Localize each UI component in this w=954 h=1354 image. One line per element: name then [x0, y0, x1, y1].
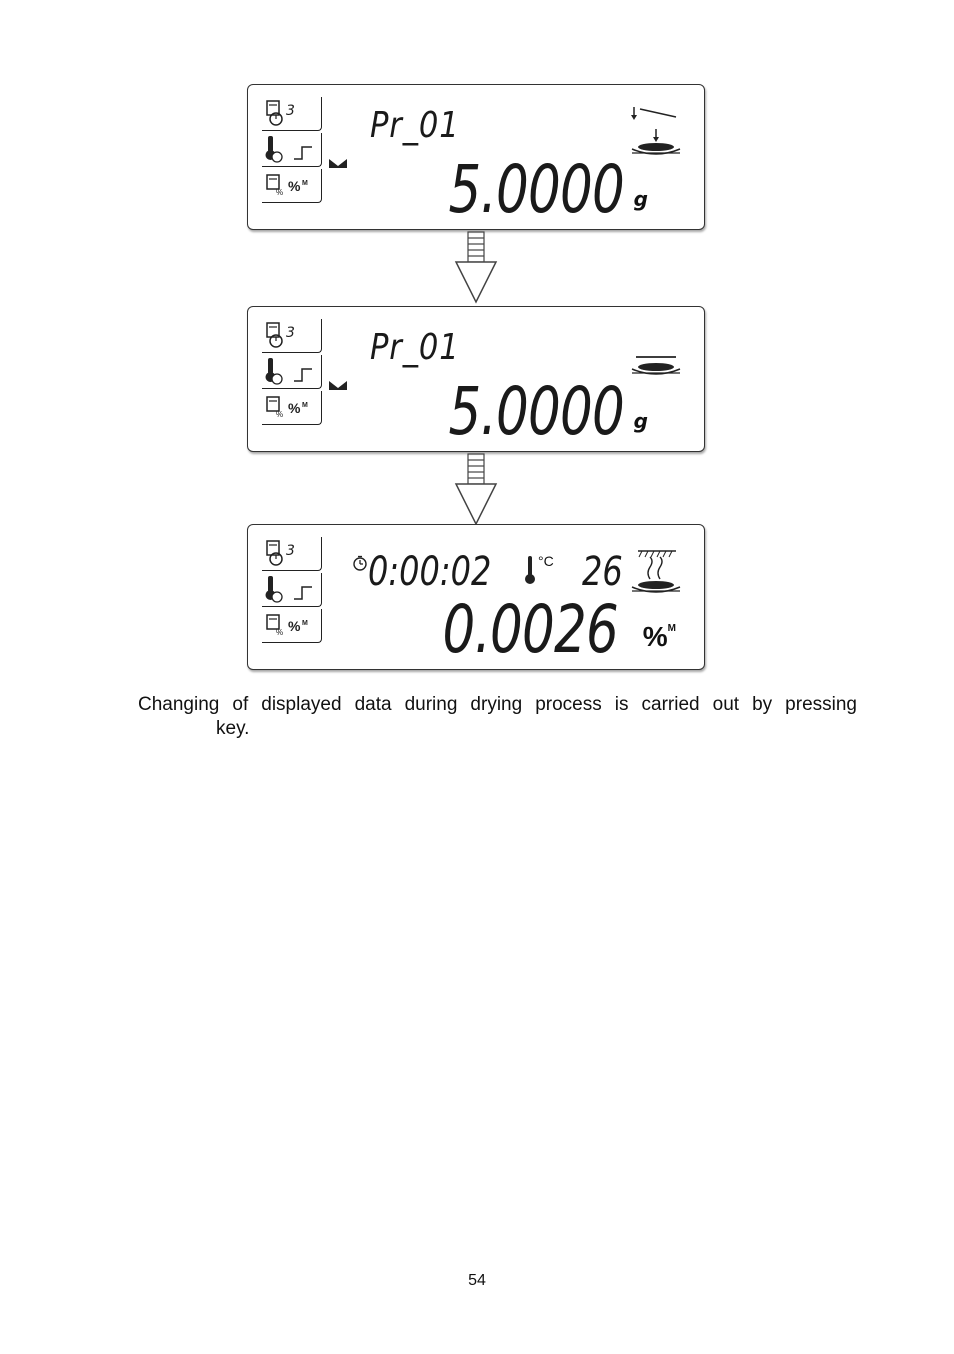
- svg-text:%: %: [288, 178, 301, 194]
- down-arrow-icon: [454, 452, 498, 526]
- svg-text:%: %: [288, 400, 301, 416]
- temperature-unit: °C: [538, 553, 554, 569]
- program-label: Pr_01: [370, 327, 460, 368]
- svg-text:%: %: [276, 188, 284, 197]
- stability-icon: [328, 157, 348, 169]
- percent-symbol: %: [642, 621, 668, 652]
- weight-timer-icon: [262, 537, 322, 571]
- caption-line-1: Changing of displayed data during drying process is carried out by pressing: [138, 694, 857, 715]
- thermometer-step-icon: [262, 133, 322, 167]
- mass-readout: 5.0000: [448, 373, 624, 450]
- svg-text:M: M: [302, 402, 308, 409]
- caption-line-2: key.: [216, 718, 250, 739]
- program-label: Pr_01: [370, 105, 460, 146]
- weight-percent-icon: [262, 391, 322, 425]
- side-icons: [262, 537, 326, 645]
- side-icons: [262, 319, 326, 427]
- thermometer-step-icon: [262, 573, 322, 607]
- page-number: 54: [468, 1272, 486, 1289]
- svg-text:M: M: [302, 180, 308, 187]
- percent-unit-suffix: M: [667, 623, 676, 634]
- svg-text:3: 3: [286, 543, 295, 559]
- side-icons: [262, 97, 326, 205]
- moisture-readout: 0.0026: [442, 591, 618, 668]
- svg-text:3: 3: [286, 103, 295, 119]
- weight-percent-icon: [262, 609, 322, 643]
- pan-closed-icon: [626, 327, 686, 383]
- mass-readout: 5.0000: [448, 151, 624, 228]
- drying-time: 0:00:02: [368, 549, 492, 595]
- stability-icon: [328, 379, 348, 391]
- heating-pan-icon: [626, 545, 686, 601]
- weight-timer-icon: [262, 97, 322, 131]
- temperature-readout: 26: [582, 549, 623, 595]
- pan-lowering-icon: [626, 105, 686, 161]
- lcd-display-3: [247, 524, 705, 670]
- percent-unit: [643, 621, 676, 653]
- weight-timer-icon: [262, 319, 322, 353]
- weight-percent-icon: [262, 169, 322, 203]
- svg-text:M: M: [302, 620, 308, 627]
- lcd-display-2: [247, 306, 705, 452]
- clock-icon: [352, 555, 368, 571]
- thermometer-icon: [524, 555, 536, 585]
- down-arrow-icon: [454, 230, 498, 304]
- unit-label: g: [633, 187, 648, 211]
- svg-text:%: %: [276, 628, 284, 637]
- svg-text:%: %: [276, 410, 284, 419]
- lcd-display-1: [247, 84, 705, 230]
- svg-text:%: %: [288, 618, 301, 634]
- unit-label: g: [633, 409, 648, 433]
- svg-text:3: 3: [286, 325, 295, 341]
- thermometer-step-icon: [262, 355, 322, 389]
